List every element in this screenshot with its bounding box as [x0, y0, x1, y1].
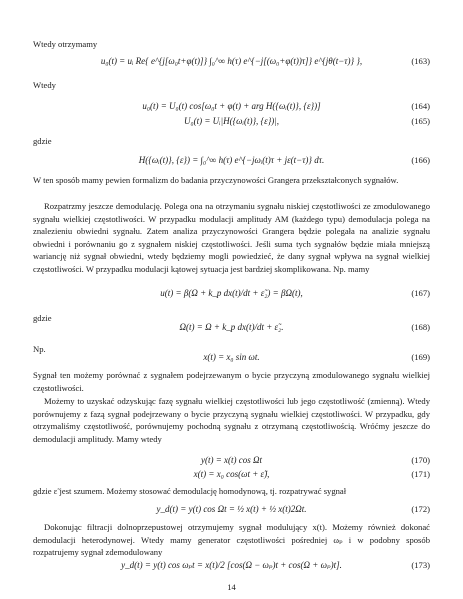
equation-166 — [33, 155, 430, 169]
equation-number: (165) — [411, 116, 430, 126]
intro-text-2: Wtedy — [33, 80, 56, 90]
intro-text-4: gdzie — [33, 313, 52, 323]
paragraph-5: gdzie ε̃ jest szumem. Możemy stosować demodulację homodynową, tj. rozpatrywać sygnał — [33, 486, 347, 496]
equation-164 — [33, 101, 430, 115]
equation-168 — [33, 322, 430, 336]
equation-number: (171) — [411, 469, 430, 479]
paragraph-3: Sygnał ten możemy porównać z sygnałem podejrzewanym o bycie przyczyną zmodulowanego sygnału wielkiej częstotliwości. — [33, 370, 430, 393]
equation-163 — [33, 56, 430, 70]
intro-text-3: gdzie — [33, 136, 52, 146]
equation-number: (163) — [411, 56, 430, 66]
equation-number: (172) — [411, 504, 430, 514]
equation-165 — [33, 116, 430, 130]
equation-number: (170) — [411, 455, 430, 465]
intro-text-5: Np. — [33, 344, 46, 354]
equation-body: u₀(t) = uᵢ Re{ e^{j[ω₀t+φ(t)]} ∫₀^∞ h(τ) e^{−j[(ω₀+φ(t))τ]} e^{jθ(t−τ)} }, — [100, 56, 363, 66]
equation-body: x(t) = x₀ sin ωt. — [203, 352, 260, 362]
equation-body: u₀(t) = U₀(t) cos[ω₀t + φ(t) + arg H({ωᵢ(t)}, {ε})] — [142, 101, 321, 111]
equation-body: H({ωᵢ(t)}, {ε}) = ∫₀^∞ h(τ) e^{−jωᵢ(t)τ + jε(t−τ)} dτ. — [138, 155, 325, 165]
page-number: 14 — [227, 582, 236, 592]
equation-173 — [33, 560, 430, 574]
equation-number: (169) — [411, 352, 430, 362]
equation-number: (168) — [411, 322, 430, 332]
equation-number: (167) — [411, 288, 430, 298]
equation-body: u(t) = β(Ω + k_p dx(t)/dt + ε̃₂) = βΩ(t), — [160, 288, 303, 298]
equation-body: y_d(t) = y(t) cos Ωt = ½ x(t) + ½ x(t)2Ωt. — [156, 504, 307, 514]
equation-169 — [33, 352, 430, 366]
equation-body: y(t) = x(t) cos Ωt — [200, 455, 263, 465]
equation-167 — [33, 288, 430, 302]
intro-text-1: Wtedy otrzymamy — [33, 39, 98, 49]
paragraph-6: Dokonując filtracji dolnoprzepustowej otrzymujemy sygnał modulujący x(t). Możemy również dokonać demodulacji heterodynowej. Wtedy mamy generator częstotliwości pośredniej ωₚ i w podobny sposób rozpatrujemy sygnał zdemodulowany — [33, 522, 430, 557]
paragraph-2: Rozpatrzmy jeszcze demodulację. Polega ona na otrzymaniu sygnału niskiej częstotliwości ze zmodulowanego sygnału wielkiej częstotliwości. W przypadku modulacji amplitudy AM (każdego typu) demodulacja polega na znalezieniu obwiedni sygnału. Zatem analiza przyczynowości Grangera będzie polegała na analizie sygnału obwiedni i porównaniu go z sygnałem niskiej częstotliwości. Jeśli suma tych sygnałów będzie miała mniejszą wariancję niż sygnał obwiedni, wtedy będziemy mogli powiedzieć, że dany sygnał wpływa na sygnał wielkiej częstotliwości. W przypadku modulacji kątowej sytuacja jest bardziej skomplikowana. Np. mamy — [33, 201, 430, 274]
equation-body: U₀(t) = Uᵢ|H({ωᵢ(t)}, {ε})|, — [183, 116, 280, 126]
equation-body: Ω(t) = Ω + k_p dx(t)/dt + ε̃₂. — [179, 322, 284, 332]
equation-number: (164) — [411, 101, 430, 111]
equation-number: (166) — [411, 155, 430, 165]
equation-body: y_d(t) = y(t) cos ωₚt = x(t)/2 [cos(Ω − ωₚ)t + cos(Ω + ωₚ)t]. — [121, 560, 342, 570]
paragraph-4: Możemy to uzyskać odzyskując fazę sygnału wielkiej częstotliwości lub jego częstotliwość (zmienną). Wtedy porównujemy z fazą sygnał podejrzewany o bycie przyczyną sygnału wielkiej częstotliwości. W przypadku, gdy otrzymaliśmy częstotliwość, porównujemy pochodną sygnału z otrzymaną częstotliwością. Wróćmy jeszcze do demodulacji amplitudy. Mamy wtedy — [33, 396, 430, 444]
equation-body: x(t) = x₀ cos(ωt + ε̃), — [193, 469, 270, 479]
equation-171 — [33, 469, 430, 483]
equation-number: (173) — [411, 560, 430, 570]
equation-172 — [33, 504, 430, 518]
equation-170 — [33, 455, 430, 469]
paragraph-1: W ten sposób mamy pewien formalizm do badania przyczynowości Grangera przekształconych sygnałów. — [33, 175, 399, 185]
